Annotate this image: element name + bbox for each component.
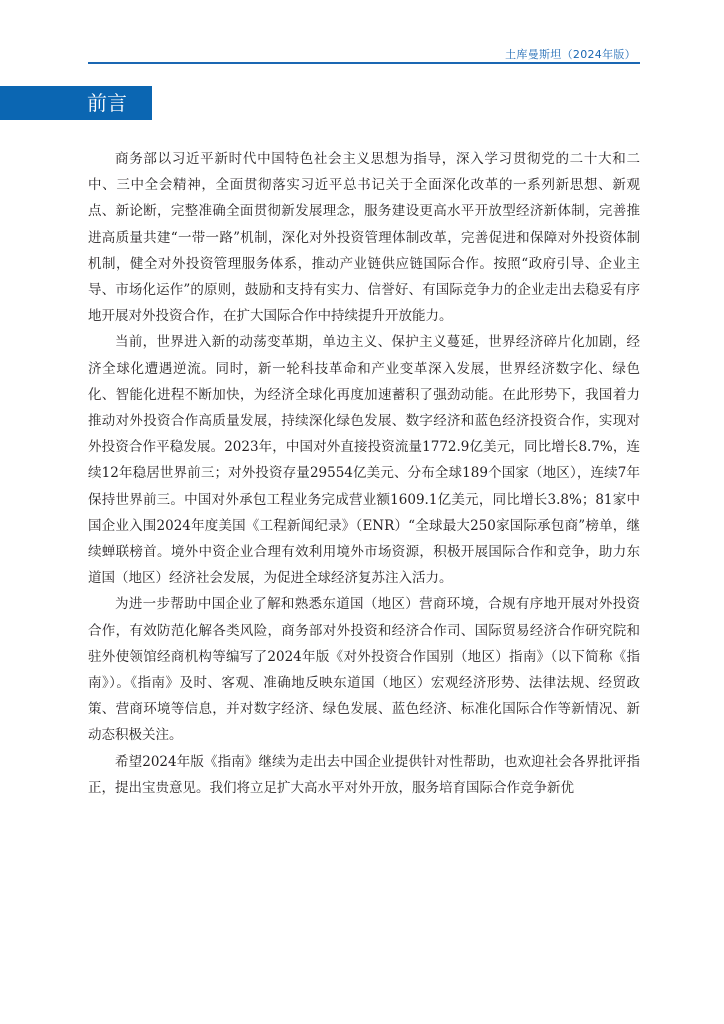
paragraph-4: 希望2024年版《指南》继续为走出去中国企业提供针对性帮助，也欢迎社会各界批评指正，提出宝贵意见。我们将立足扩大高水平对外开放，服务培育国际合作竞争新优 [88, 753, 640, 796]
running-header-title: 土库曼斯坦（2024年版） [505, 48, 636, 61]
preface-body [88, 146, 640, 801]
header-divider [88, 62, 640, 64]
paragraph-1: 商务部以习近平新时代中国特色社会主义思想为指导，深入学习贯彻党的二十大和二中、三中全会精神，全面贯彻落实习近平总书记关于全面深化改革的一系列新思想、新观点、新论断，完整准确全面贯彻新发展理念，服务建设更高水平开放型经济新体制，完善推进高质量共建“一带一路”机制，深化对外投资管理体制改革，完善促进和保障对外投资体制机制，健全对外投资管理服务体系，推动产业链供应链国际合作。按照“政府引导、企业主导、市场化运作”的原则，鼓励和支持有实力、信誉好、有国际竞争力的企业走出去稳妥有序地开展对外投资合作，在扩大国际合作中持续提升开放能力。 [88, 151, 640, 325]
section-title: 前言 [87, 91, 127, 115]
paragraph-2: 当前，世界进入新的动荡变革期，单边主义、保护主义蔓延，世界经济碎片化加剧，经济全球化遭遇逆流。同时，新一轮科技革命和产业变革深入发展，世界经济数字化、绿色化、智能化进程不断加快，为经济全球化再度加速蓄积了强劲动能。在此形势下，我国着力推动对外投资合作高质量发展，持续深化绿色发展、数字经济和蓝色经济投资合作，实现对外投资合作平稳发展。2023年，中国对外直接投资流量1772.9亿美元，同比增长8.7%，连续12年稳居世界前三；对外投资存量29554亿美元、分布全球189个国家（地区），连续7年保持世界前三。中国对外承包工程业务完成营业额1609.1亿美元，同比增长3.8%；81家中国企业入围2024年度美国《工程新闻纪录》（ENR）“全球最大250家国际承包商”榜单，继续蝉联榜首。境外中资企业合理有效利用境外市场资源，积极开展国际合作和竞争，助力东道国（地区）经济社会发展，为促进全球经济复苏注入活力。 [88, 334, 640, 587]
section-heading-bar [0, 86, 152, 120]
paragraph-3: 为进一步帮助中国企业了解和熟悉东道国（地区）营商环境，合规有序地开展对外投资合作，有效防范化解各类风险，商务部对外投资和经济合作司、国际贸易经济合作研究院和驻外使领馆经商机构等编写了2024年版《对外投资合作国别（地区）指南》（以下简称《指南》）。《指南》及时、客观、准确地反映东道国（地区）宏观经济形势、法律法规、经贸政策、营商环境等信息，并对数字经济、绿色发展、蓝色经济、标准化国际合作等新情况、新动态积极关注。 [88, 596, 640, 744]
